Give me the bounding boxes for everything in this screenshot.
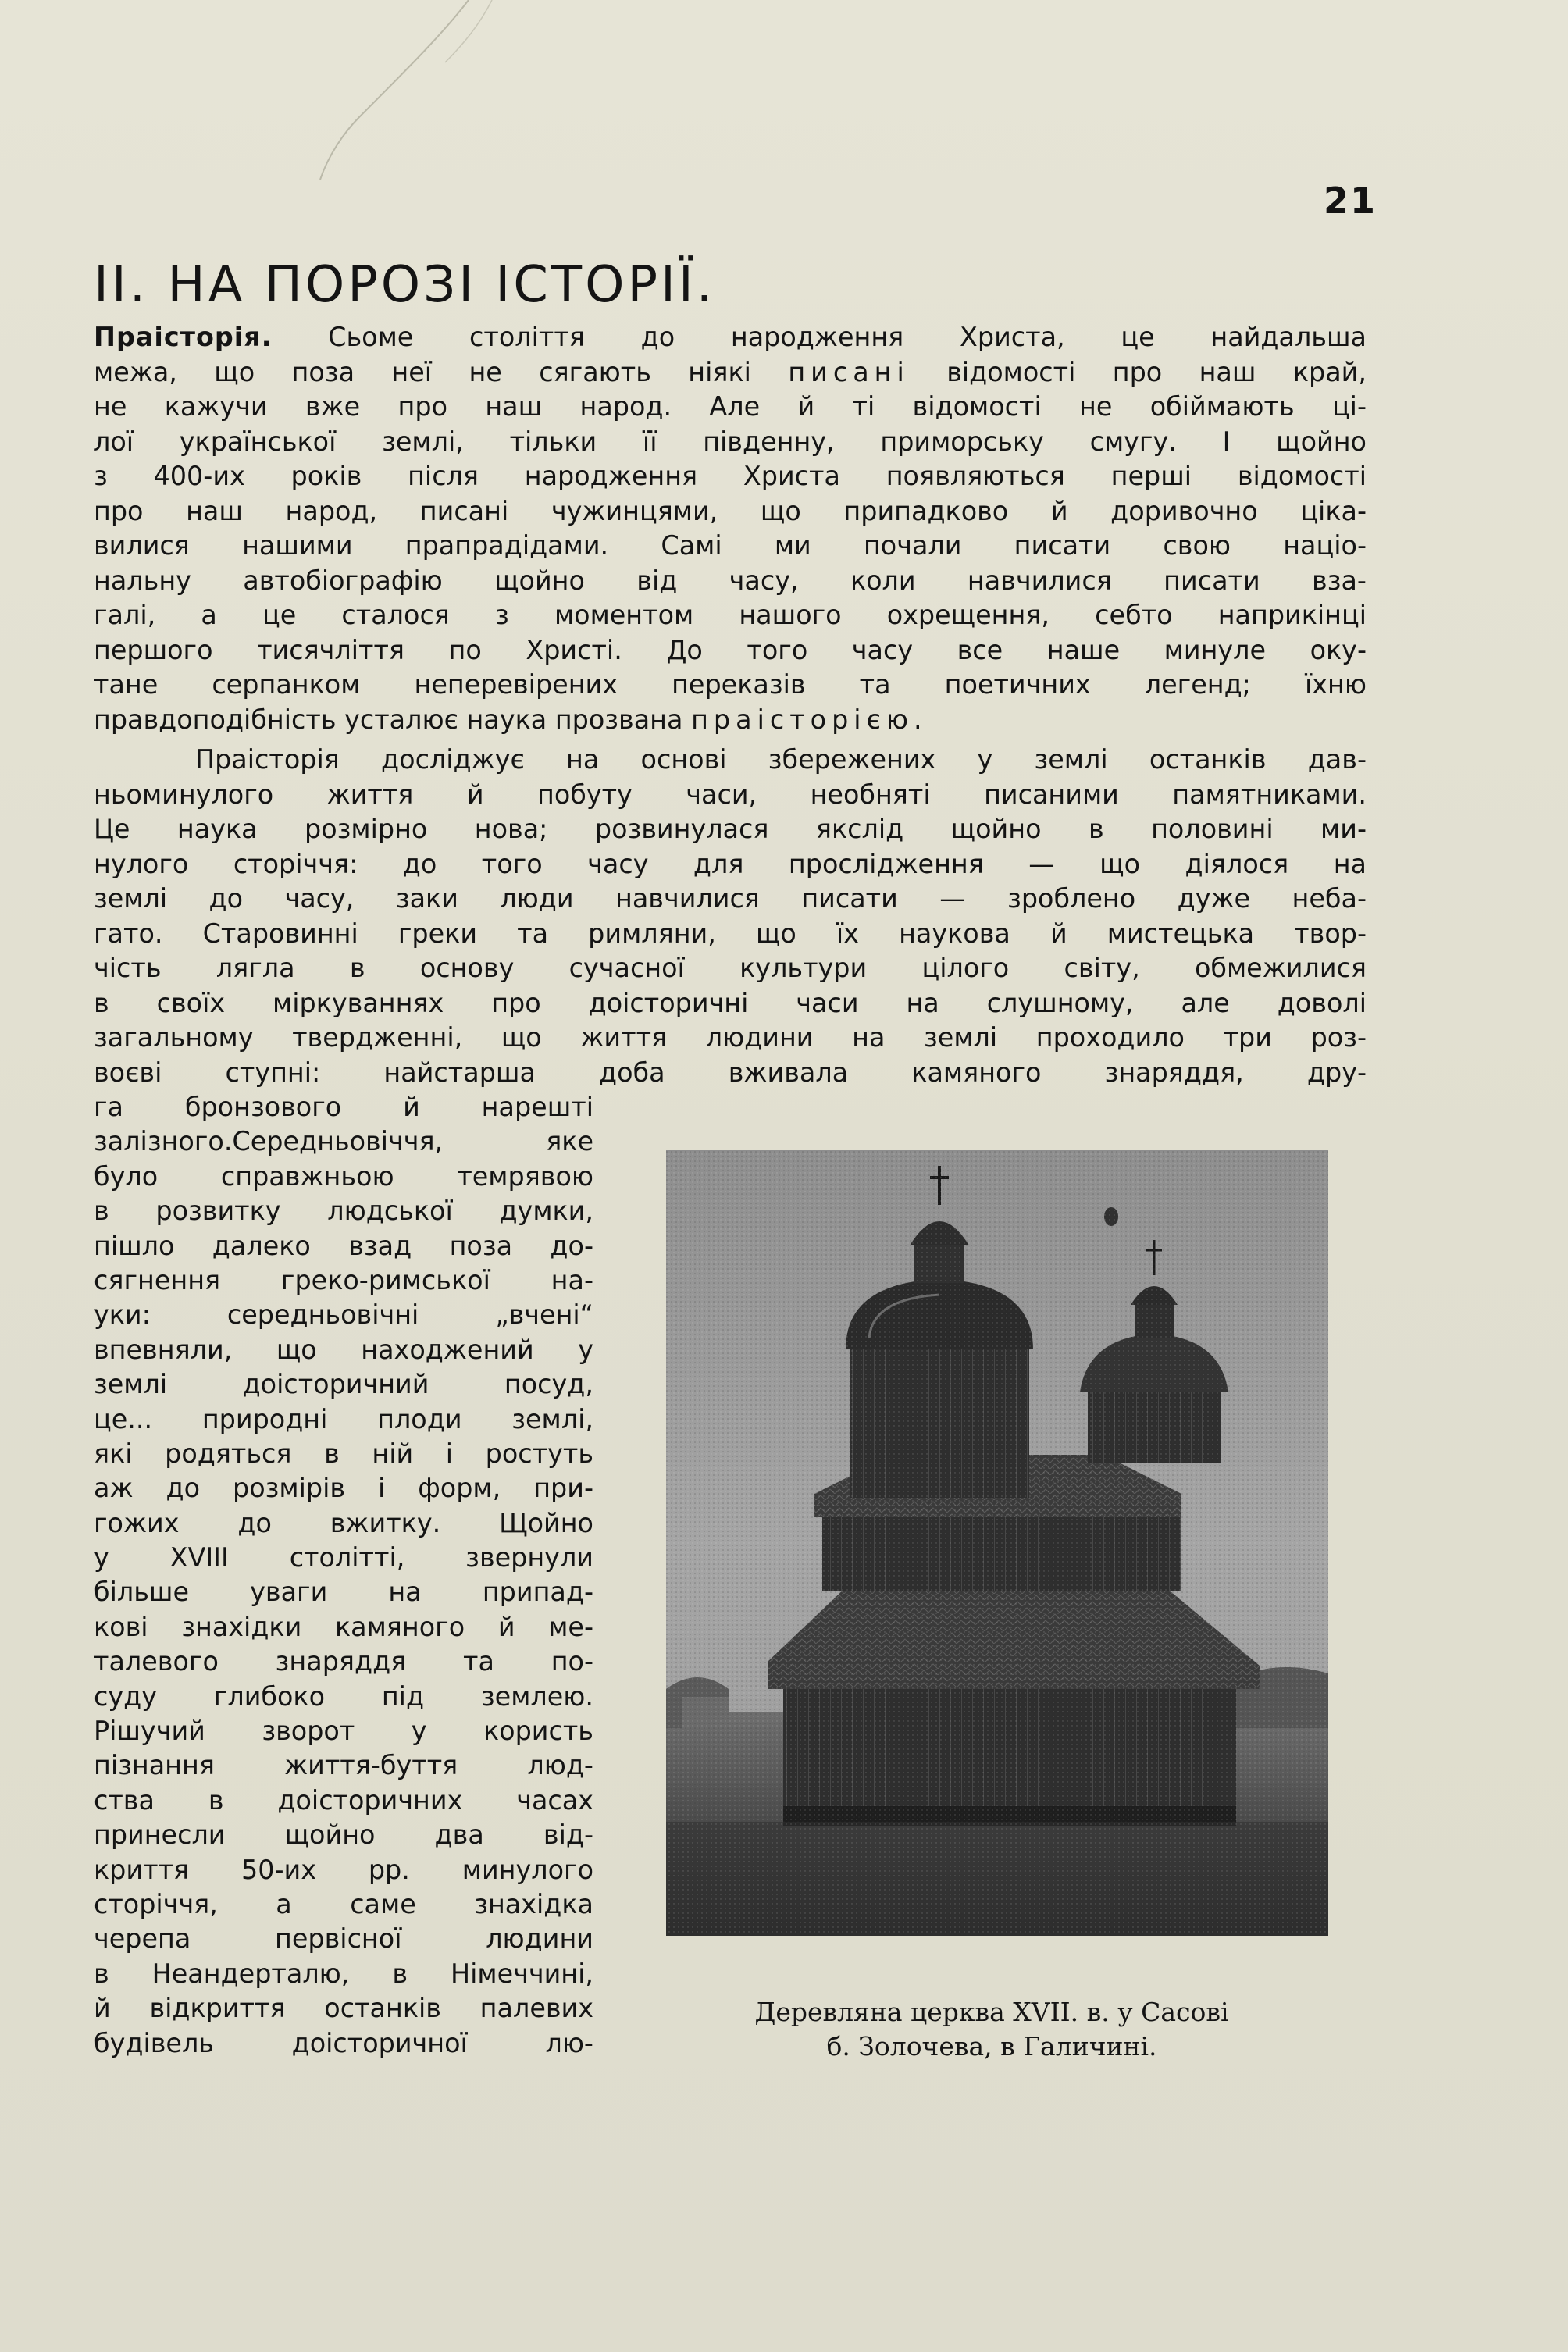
text-line: в розвитку людської думки,	[94, 1196, 593, 1227]
text-line: в Неандерталю, в Німеччині,	[94, 1958, 593, 1989]
page-number: 21	[1324, 180, 1377, 222]
text-line: залізного.Середньовіччя, яке	[94, 1126, 593, 1157]
figure-caption	[640, 1995, 1343, 2064]
text-line: будівель доісторичної лю-	[94, 2027, 593, 2058]
text-line: загальному твердженні, що життя людини на землі проходило три роз-	[94, 1022, 1367, 1053]
text-line: першого тисячліття по Христі. До того часу все наше минуле оку-	[94, 634, 1367, 665]
text-line: межа, що поза неї не сягають ніякі писані відомості про наш край,	[94, 356, 1367, 387]
text-line: Рішучий зворот у користь	[94, 1716, 593, 1747]
text-line: вилися нашими прапрадідами. Самі ми почали писати свою націо-	[94, 530, 1367, 561]
emphasis-spaced: писані	[788, 356, 910, 387]
text-line: сягнення греко-римської на-	[94, 1264, 593, 1295]
text-line: землі до часу, заки люди навчилися писати — зроблено дуже неба-	[94, 883, 1367, 914]
text-line: Праісторія досліджує на основі збережених у землі останків дав-	[195, 744, 1367, 775]
caption-line: б. Золочева, в Галичині.	[826, 2031, 1157, 2062]
text-line: про наш народ, писані чужинцями, що припадково й доривочно ціка-	[94, 495, 1367, 526]
wooden-church-image	[666, 1150, 1328, 1936]
text-line: кові знахідки камяного й ме-	[94, 1611, 593, 1642]
paragraph-narrow-column	[94, 1090, 593, 2061]
text-line: сторіччя, а саме знахідка	[94, 1888, 593, 1919]
text-line: це... природні плоди землі,	[94, 1403, 593, 1434]
text-line: Це наука розмірно нова; розвинулася якслід щойно в половині ми-	[94, 814, 1367, 844]
text-line: правдоподібність усталює наука прозвана праісторією.	[94, 704, 928, 735]
text-line: воєві ступні: найстарша доба вживала камяного знаряддя, дру-	[94, 1057, 1367, 1088]
text-line: у XVIII столітті, звернули	[94, 1542, 593, 1573]
text-line: з 400-их років після народження Христа появляються перші відомості	[94, 461, 1367, 491]
text-line: пізнання життя-буття люд-	[94, 1750, 593, 1781]
text-line: га бронзового й нарешті	[94, 1092, 593, 1122]
text-line: Праісторія. Сьоме століття до народження Христа, це найдальша	[94, 322, 1367, 352]
text-line: черепа первісної людини	[94, 1923, 593, 1955]
lead-term: Праісторія.	[94, 322, 273, 352]
text-line: й відкриття останків палевих	[94, 1993, 593, 2024]
text-line: чість лягла в основу сучасної культури цілого світу, обмежилися	[94, 953, 1367, 983]
text-line: нулого сторіччя: до того часу для прослідження — що діялося на	[94, 848, 1367, 879]
caption-line: Деревляна церква XVII. в. у Сасові	[754, 1997, 1229, 2027]
paragraph-prehistory-science	[94, 743, 1367, 1090]
emphasis-spaced: праісторією.	[691, 704, 928, 735]
text-line: пішло далеко взад поза до-	[94, 1230, 593, 1261]
text-line: суду глибоко під землею.	[94, 1680, 593, 1712]
text-line: більше уваги на припад-	[94, 1577, 593, 1608]
text-line: тане серпанком неперевірених переказів та поетичних легенд; їхню	[94, 669, 1367, 700]
text-line: гожих до вжитку. Щойно	[94, 1507, 593, 1538]
text-line: гато. Старовинні греки та римляни, що їх наукова й мистецька твор-	[94, 918, 1367, 949]
text-line: було справжньою темрявою	[94, 1160, 593, 1192]
text-line: уки: середньовічні „вчені“	[94, 1299, 593, 1331]
text-line: землі доісторичний посуд,	[94, 1369, 593, 1400]
text-line: впевняли, що находжений у	[94, 1334, 593, 1365]
paper-crease	[312, 0, 515, 180]
text-line: ньоминулого життя й побуту часи, необняті писаними памятниками.	[94, 779, 1367, 810]
church-photograph	[666, 1150, 1328, 1936]
text-line: принесли щойно два від-	[94, 1819, 593, 1851]
text-line: які родяться в ній і ростуть	[94, 1438, 593, 1469]
text-line: не кажучи вже про наш народ. Але й ті відомості не обіймають ці-	[94, 391, 1367, 422]
text-line: ства в доісторичних часах	[94, 1784, 593, 1816]
text-line: криття 50-их рр. минулого	[94, 1854, 593, 1885]
text-line: талевого знаряддя та по-	[94, 1646, 593, 1677]
text-line: лої української землі, тільки її південну, приморську смугу. І щойно	[94, 426, 1367, 457]
text-line: аж до розмірів і форм, при-	[94, 1473, 593, 1504]
text-line: нальну автобіографію щойно від часу, коли навчилися писати вза-	[94, 565, 1367, 596]
text-line: галі, а це сталося з моментом нашого охрещення, себто наприкінці	[94, 600, 1367, 630]
chapter-title: II. НА ПОРОЗІ ІСТОРІЇ.	[94, 256, 716, 314]
paragraph-prehistory-intro	[94, 320, 1367, 737]
text-line: в своїх міркуваннях про доісторичні часи на слушному, але доволі	[94, 987, 1367, 1018]
